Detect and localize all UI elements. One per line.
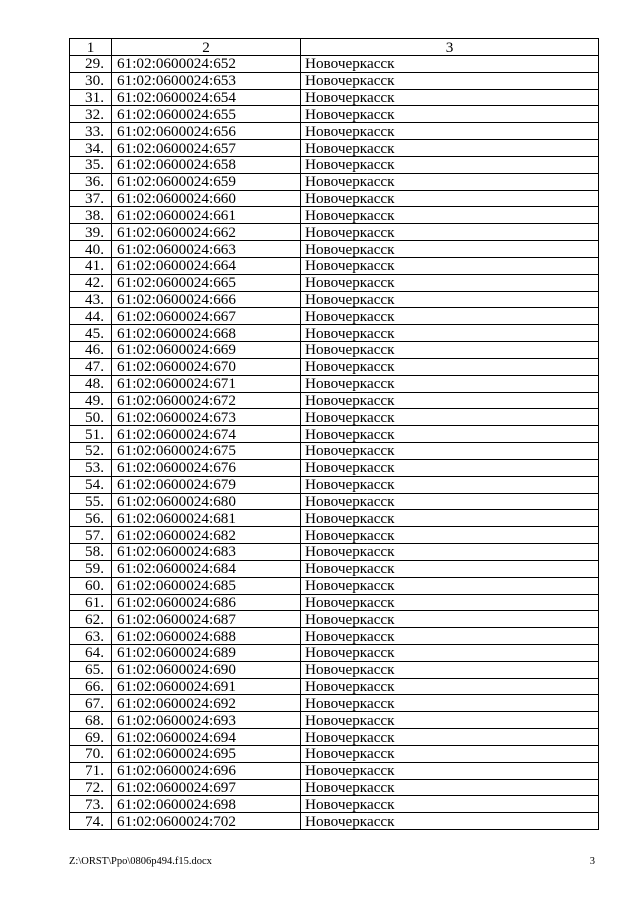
city-name: Новочеркасск bbox=[301, 527, 599, 544]
row-number: 61. bbox=[70, 594, 112, 611]
table-row bbox=[70, 156, 599, 173]
cadastral-number: 61:02:0600024:669 bbox=[112, 342, 301, 359]
table-row bbox=[70, 106, 599, 123]
city-name: Новочеркасск bbox=[301, 156, 599, 173]
city-name: Новочеркасск bbox=[301, 426, 599, 443]
row-number: 66. bbox=[70, 678, 112, 695]
cadastral-number: 61:02:0600024:685 bbox=[112, 577, 301, 594]
row-number: 52. bbox=[70, 443, 112, 460]
city-name: Новочеркасск bbox=[301, 409, 599, 426]
cadastral-number: 61:02:0600024:652 bbox=[112, 56, 301, 73]
table-row bbox=[70, 190, 599, 207]
cadastral-number: 61:02:0600024:683 bbox=[112, 544, 301, 561]
city-name: Новочеркасск bbox=[301, 56, 599, 73]
table-row bbox=[70, 375, 599, 392]
table-row bbox=[70, 510, 599, 527]
table-row bbox=[70, 712, 599, 729]
cadastral-number: 61:02:0600024:655 bbox=[112, 106, 301, 123]
cadastral-number: 61:02:0600024:670 bbox=[112, 358, 301, 375]
table-row bbox=[70, 577, 599, 594]
table-row bbox=[70, 695, 599, 712]
cadastral-number: 61:02:0600024:665 bbox=[112, 274, 301, 291]
table-row bbox=[70, 762, 599, 779]
city-name: Новочеркасск bbox=[301, 342, 599, 359]
cadastral-number: 61:02:0600024:664 bbox=[112, 257, 301, 274]
city-name: Новочеркасск bbox=[301, 140, 599, 157]
city-name: Новочеркасск bbox=[301, 459, 599, 476]
table-row bbox=[70, 560, 599, 577]
table-row bbox=[70, 594, 599, 611]
row-number: 62. bbox=[70, 611, 112, 628]
table-row bbox=[70, 325, 599, 342]
city-name: Новочеркасск bbox=[301, 291, 599, 308]
table-row bbox=[70, 779, 599, 796]
cadastral-table bbox=[69, 38, 599, 830]
cadastral-number: 61:02:0600024:673 bbox=[112, 409, 301, 426]
table-row bbox=[70, 729, 599, 746]
row-number: 57. bbox=[70, 527, 112, 544]
cadastral-number: 61:02:0600024:689 bbox=[112, 644, 301, 661]
table-row bbox=[70, 745, 599, 762]
cadastral-number: 61:02:0600024:680 bbox=[112, 493, 301, 510]
cadastral-number: 61:02:0600024:653 bbox=[112, 72, 301, 89]
row-number: 60. bbox=[70, 577, 112, 594]
row-number: 44. bbox=[70, 308, 112, 325]
cadastral-number: 61:02:0600024:687 bbox=[112, 611, 301, 628]
row-number: 43. bbox=[70, 291, 112, 308]
cadastral-number: 61:02:0600024:666 bbox=[112, 291, 301, 308]
table-row bbox=[70, 493, 599, 510]
cadastral-number: 61:02:0600024:702 bbox=[112, 813, 301, 830]
header-column-3: 3 bbox=[301, 39, 599, 56]
table-row bbox=[70, 443, 599, 460]
city-name: Новочеркасск bbox=[301, 594, 599, 611]
table-row bbox=[70, 291, 599, 308]
table-row bbox=[70, 611, 599, 628]
table-row bbox=[70, 224, 599, 241]
city-name: Новочеркасск bbox=[301, 358, 599, 375]
row-number: 71. bbox=[70, 762, 112, 779]
table-row bbox=[70, 89, 599, 106]
row-number: 48. bbox=[70, 375, 112, 392]
row-number: 59. bbox=[70, 560, 112, 577]
row-number: 72. bbox=[70, 779, 112, 796]
row-number: 49. bbox=[70, 392, 112, 409]
city-name: Новочеркасск bbox=[301, 762, 599, 779]
table-row bbox=[70, 308, 599, 325]
city-name: Новочеркасск bbox=[301, 712, 599, 729]
table-row bbox=[70, 274, 599, 291]
row-number: 29. bbox=[70, 56, 112, 73]
row-number: 63. bbox=[70, 628, 112, 645]
city-name: Новочеркасск bbox=[301, 779, 599, 796]
table-row bbox=[70, 678, 599, 695]
row-number: 54. bbox=[70, 476, 112, 493]
table-row bbox=[70, 796, 599, 813]
row-number: 33. bbox=[70, 123, 112, 140]
cadastral-number: 61:02:0600024:654 bbox=[112, 89, 301, 106]
row-number: 68. bbox=[70, 712, 112, 729]
city-name: Новочеркасск bbox=[301, 577, 599, 594]
cadastral-number: 61:02:0600024:676 bbox=[112, 459, 301, 476]
row-number: 45. bbox=[70, 325, 112, 342]
cadastral-number: 61:02:0600024:691 bbox=[112, 678, 301, 695]
table-row bbox=[70, 426, 599, 443]
cadastral-number: 61:02:0600024:674 bbox=[112, 426, 301, 443]
cadastral-number: 61:02:0600024:679 bbox=[112, 476, 301, 493]
cadastral-number: 61:02:0600024:697 bbox=[112, 779, 301, 796]
table-row bbox=[70, 257, 599, 274]
row-number: 36. bbox=[70, 173, 112, 190]
row-number: 47. bbox=[70, 358, 112, 375]
table-body bbox=[70, 56, 599, 830]
row-number: 34. bbox=[70, 140, 112, 157]
row-number: 51. bbox=[70, 426, 112, 443]
table-row bbox=[70, 358, 599, 375]
row-number: 58. bbox=[70, 544, 112, 561]
city-name: Новочеркасск bbox=[301, 560, 599, 577]
table-row bbox=[70, 392, 599, 409]
city-name: Новочеркасск bbox=[301, 476, 599, 493]
cadastral-number: 61:02:0600024:658 bbox=[112, 156, 301, 173]
row-number: 35. bbox=[70, 156, 112, 173]
city-name: Новочеркасск bbox=[301, 173, 599, 190]
cadastral-number: 61:02:0600024:660 bbox=[112, 190, 301, 207]
cadastral-number: 61:02:0600024:684 bbox=[112, 560, 301, 577]
city-name: Новочеркасск bbox=[301, 796, 599, 813]
table-row bbox=[70, 459, 599, 476]
city-name: Новочеркасск bbox=[301, 274, 599, 291]
city-name: Новочеркасск bbox=[301, 392, 599, 409]
table-row bbox=[70, 56, 599, 73]
table-row bbox=[70, 241, 599, 258]
table-row bbox=[70, 527, 599, 544]
city-name: Новочеркасск bbox=[301, 611, 599, 628]
cadastral-number: 61:02:0600024:698 bbox=[112, 796, 301, 813]
row-number: 39. bbox=[70, 224, 112, 241]
table-row bbox=[70, 476, 599, 493]
city-name: Новочеркасск bbox=[301, 72, 599, 89]
cadastral-number: 61:02:0600024:672 bbox=[112, 392, 301, 409]
cadastral-number: 61:02:0600024:694 bbox=[112, 729, 301, 746]
cadastral-number: 61:02:0600024:668 bbox=[112, 325, 301, 342]
table-row bbox=[70, 661, 599, 678]
table-row bbox=[70, 628, 599, 645]
table-row bbox=[70, 207, 599, 224]
city-name: Новочеркасск bbox=[301, 257, 599, 274]
cadastral-number: 61:02:0600024:692 bbox=[112, 695, 301, 712]
table-row bbox=[70, 813, 599, 830]
footer-file-path: Z:\ORST\Ppo\0806p494.f15.docx bbox=[69, 856, 212, 867]
row-number: 50. bbox=[70, 409, 112, 426]
cadastral-number: 61:02:0600024:688 bbox=[112, 628, 301, 645]
table-row bbox=[70, 644, 599, 661]
row-number: 41. bbox=[70, 257, 112, 274]
city-name: Новочеркасск bbox=[301, 644, 599, 661]
city-name: Новочеркасск bbox=[301, 224, 599, 241]
city-name: Новочеркасск bbox=[301, 678, 599, 695]
city-name: Новочеркасск bbox=[301, 729, 599, 746]
row-number: 38. bbox=[70, 207, 112, 224]
city-name: Новочеркасск bbox=[301, 544, 599, 561]
row-number: 56. bbox=[70, 510, 112, 527]
header-column-2: 2 bbox=[112, 39, 301, 56]
row-number: 64. bbox=[70, 644, 112, 661]
header-column-1: 1 bbox=[70, 39, 112, 56]
row-number: 37. bbox=[70, 190, 112, 207]
table-row bbox=[70, 409, 599, 426]
row-number: 31. bbox=[70, 89, 112, 106]
city-name: Новочеркасск bbox=[301, 813, 599, 830]
city-name: Новочеркасск bbox=[301, 628, 599, 645]
row-number: 40. bbox=[70, 241, 112, 258]
city-name: Новочеркасск bbox=[301, 443, 599, 460]
row-number: 46. bbox=[70, 342, 112, 359]
cadastral-number: 61:02:0600024:686 bbox=[112, 594, 301, 611]
cadastral-number: 61:02:0600024:693 bbox=[112, 712, 301, 729]
city-name: Новочеркасск bbox=[301, 207, 599, 224]
row-number: 65. bbox=[70, 661, 112, 678]
city-name: Новочеркасск bbox=[301, 661, 599, 678]
row-number: 67. bbox=[70, 695, 112, 712]
city-name: Новочеркасск bbox=[301, 745, 599, 762]
cadastral-number: 61:02:0600024:663 bbox=[112, 241, 301, 258]
city-name: Новочеркасск bbox=[301, 123, 599, 140]
city-name: Новочеркасск bbox=[301, 106, 599, 123]
table-row bbox=[70, 123, 599, 140]
cadastral-number: 61:02:0600024:657 bbox=[112, 140, 301, 157]
row-number: 30. bbox=[70, 72, 112, 89]
table-row bbox=[70, 342, 599, 359]
city-name: Новочеркасск bbox=[301, 241, 599, 258]
table-row bbox=[70, 140, 599, 157]
cadastral-number: 61:02:0600024:656 bbox=[112, 123, 301, 140]
table-row bbox=[70, 544, 599, 561]
row-number: 32. bbox=[70, 106, 112, 123]
city-name: Новочеркасск bbox=[301, 325, 599, 342]
row-number: 53. bbox=[70, 459, 112, 476]
city-name: Новочеркасск bbox=[301, 510, 599, 527]
cadastral-number: 61:02:0600024:671 bbox=[112, 375, 301, 392]
city-name: Новочеркасск bbox=[301, 89, 599, 106]
cadastral-number: 61:02:0600024:682 bbox=[112, 527, 301, 544]
footer-page-number: 3 bbox=[589, 856, 595, 867]
cadastral-number: 61:02:0600024:696 bbox=[112, 762, 301, 779]
row-number: 55. bbox=[70, 493, 112, 510]
table-header-row bbox=[70, 39, 599, 56]
city-name: Новочеркасск bbox=[301, 375, 599, 392]
city-name: Новочеркасск bbox=[301, 308, 599, 325]
city-name: Новочеркасск bbox=[301, 695, 599, 712]
cadastral-number: 61:02:0600024:681 bbox=[112, 510, 301, 527]
cadastral-number: 61:02:0600024:659 bbox=[112, 173, 301, 190]
cadastral-number: 61:02:0600024:690 bbox=[112, 661, 301, 678]
city-name: Новочеркасск bbox=[301, 493, 599, 510]
table-row bbox=[70, 72, 599, 89]
cadastral-number: 61:02:0600024:695 bbox=[112, 745, 301, 762]
table-row bbox=[70, 173, 599, 190]
row-number: 70. bbox=[70, 745, 112, 762]
cadastral-number: 61:02:0600024:675 bbox=[112, 443, 301, 460]
cadastral-number: 61:02:0600024:661 bbox=[112, 207, 301, 224]
row-number: 74. bbox=[70, 813, 112, 830]
row-number: 69. bbox=[70, 729, 112, 746]
cadastral-number: 61:02:0600024:662 bbox=[112, 224, 301, 241]
row-number: 73. bbox=[70, 796, 112, 813]
city-name: Новочеркасск bbox=[301, 190, 599, 207]
cadastral-number: 61:02:0600024:667 bbox=[112, 308, 301, 325]
row-number: 42. bbox=[70, 274, 112, 291]
